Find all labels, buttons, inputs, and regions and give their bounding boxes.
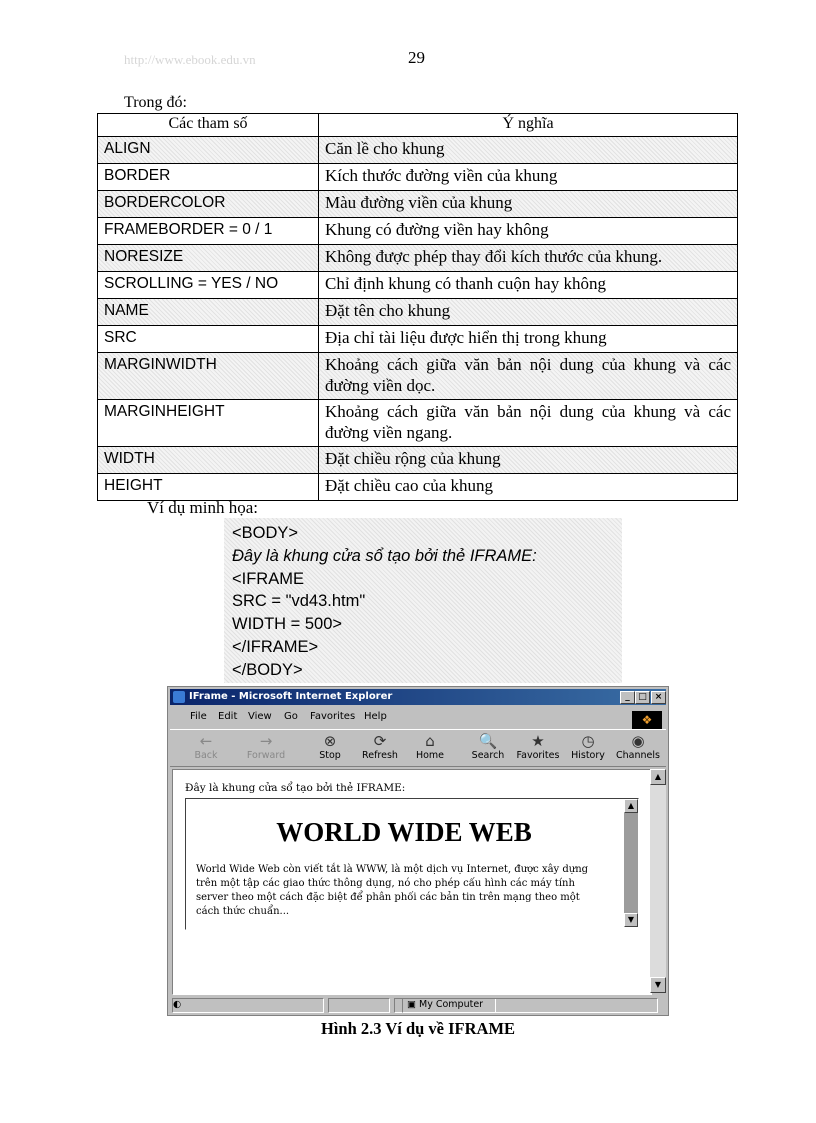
meaning-cell: Kích thước đường viền của khung — [319, 164, 738, 191]
header-meaning: Ý nghĩa — [319, 114, 738, 137]
param-cell: ALIGN — [98, 137, 319, 164]
intro-text: Trong đó: — [124, 94, 187, 111]
forward-button[interactable] — [244, 732, 288, 761]
menu-go[interactable]: Go — [284, 711, 298, 722]
param-cell: NORESIZE — [98, 245, 319, 272]
iframe-body: World Wide Web còn viết tắt là WWW, là một dịch vụ Internet, được xây dựng trên một tập các giao thức thông dụng, nó cho phép cấu hình các máy tính server theo một cách đặc biệt để phân phối các bản tin trên mạng theo một cách thức chuẩn... — [196, 864, 589, 917]
param-cell: FRAMEBORDER = 0 / 1 — [98, 218, 319, 245]
channels-label: Channels — [616, 750, 660, 761]
meaning-cell: Địa chỉ tài liệu được hiển thị trong khung — [319, 326, 738, 353]
page-status-icon: ◐ — [173, 999, 182, 1010]
back-arrow-icon: ← — [199, 732, 213, 750]
scroll-up-icon[interactable]: ▲ — [650, 769, 666, 785]
menu-file[interactable]: File — [190, 711, 207, 722]
search-icon: 🔍 — [478, 732, 498, 750]
figure-caption: Hình 2.3 Ví dụ về IFRAME — [320, 1019, 516, 1038]
windows-logo-icon: ❖ — [632, 711, 662, 729]
param-cell: HEIGHT — [98, 474, 319, 501]
toolbar — [170, 729, 666, 767]
param-cell: BORDERCOLOR — [98, 191, 319, 218]
title-bar — [170, 689, 666, 705]
table-row — [98, 299, 738, 326]
window-title: IFrame - Microsoft Internet Explorer — [189, 691, 393, 702]
meaning-cell: Màu đường viền của khung — [319, 191, 738, 218]
code-line: <IFRAME — [232, 569, 304, 588]
code-line: </IFRAME> — [232, 637, 319, 656]
channels-button[interactable] — [616, 732, 660, 761]
meaning-cell: Chỉ định khung có thanh cuộn hay không — [319, 272, 738, 299]
code-line: Đây là khung cửa sổ tạo bởi thẻ IFRAME: — [232, 546, 537, 565]
table-row — [98, 164, 738, 191]
status-bar — [170, 997, 666, 1013]
param-cell: NAME — [98, 299, 319, 326]
menu-help[interactable]: Help — [364, 711, 387, 722]
scroll-down-icon[interactable]: ▼ — [650, 977, 666, 993]
header-param: Các tham số — [98, 114, 319, 137]
table-row — [98, 191, 738, 218]
stop-icon: ⊗ — [323, 732, 337, 750]
computer-icon: ▣ — [407, 999, 416, 1010]
meaning-cell: Không được phép thay đổi kích thước của khung. — [319, 245, 738, 272]
code-example — [224, 518, 622, 683]
table-row — [98, 353, 738, 400]
scroll-down-icon[interactable]: ▼ — [624, 913, 638, 927]
table-row — [98, 326, 738, 353]
search-label: Search — [471, 750, 505, 761]
home-button[interactable] — [408, 732, 452, 761]
meaning-cell: Khung có đường viền hay không — [319, 218, 738, 245]
meaning-cell: Khoảng cách giữa văn bản nội dung của khung và các đường viền dọc. — [319, 353, 738, 400]
code-line: WIDTH = 500> — [232, 615, 343, 634]
favorites-label: Favorites — [516, 750, 560, 761]
header-url: http://www.ebook.edu.vn — [124, 52, 256, 67]
param-cell: WIDTH — [98, 447, 319, 474]
menu-bar — [170, 709, 666, 725]
page-scrollbar[interactable] — [650, 769, 666, 993]
meaning-cell: Căn lề cho khung — [319, 137, 738, 164]
back-label: Back — [194, 750, 218, 761]
browser-window — [167, 686, 669, 1016]
zone-label: My Computer — [419, 999, 484, 1010]
maximize-button[interactable]: □ — [635, 691, 650, 704]
page-number: 29 — [408, 48, 425, 67]
meaning-cell: Khoảng cách giữa văn bản nội dung của khung và các đường viền ngang. — [319, 400, 738, 447]
favorites-icon: ★ — [531, 732, 545, 750]
iframe-scrollbar[interactable] — [624, 799, 638, 927]
meaning-cell: Đặt tên cho khung — [319, 299, 738, 326]
back-button[interactable] — [184, 732, 228, 761]
code-line: <BODY> — [232, 524, 299, 542]
menu-favorites[interactable]: Favorites — [310, 711, 356, 722]
code-line: </BODY> — [232, 660, 303, 679]
stop-button[interactable] — [308, 732, 352, 761]
close-button[interactable]: × — [651, 691, 666, 704]
home-icon: ⌂ — [425, 732, 435, 750]
minimize-button[interactable]: _ — [620, 691, 635, 704]
channels-icon: ◉ — [631, 732, 645, 750]
forward-label: Forward — [246, 750, 286, 761]
table-row — [98, 218, 738, 245]
table-row — [98, 245, 738, 272]
param-cell: SCROLLING = YES / NO — [98, 272, 319, 299]
page-content — [172, 769, 652, 995]
iframe-frame — [185, 798, 639, 930]
forward-arrow-icon: → — [259, 732, 273, 750]
table-row — [98, 400, 738, 447]
home-label: Home — [415, 750, 445, 761]
table-header-row — [98, 114, 738, 137]
refresh-label: Refresh — [362, 750, 398, 761]
history-icon: ◷ — [581, 732, 595, 750]
page-text: Đây là khung cửa sổ tạo bởi thẻ IFRAME: — [185, 782, 406, 794]
scroll-up-icon[interactable]: ▲ — [624, 799, 638, 813]
param-cell: MARGINHEIGHT — [98, 400, 319, 447]
menu-view[interactable]: View — [248, 711, 272, 722]
status-panel — [328, 998, 390, 1013]
history-button[interactable] — [566, 732, 610, 761]
meaning-cell: Đặt chiều rộng của khung — [319, 447, 738, 474]
favorites-button[interactable] — [516, 732, 560, 761]
parameters-table — [97, 113, 738, 501]
table-row — [98, 137, 738, 164]
status-text — [172, 998, 324, 1013]
table-row — [98, 272, 738, 299]
example-label: Ví dụ minh họa: — [147, 498, 258, 517]
refresh-button[interactable] — [358, 732, 402, 761]
search-button[interactable] — [466, 732, 510, 761]
menu-edit[interactable]: Edit — [218, 711, 238, 722]
table-row — [98, 447, 738, 474]
history-label: History — [571, 750, 605, 761]
stop-label: Stop — [319, 750, 341, 761]
zone-indicator — [402, 998, 658, 1013]
iframe-heading: WORLD WIDE WEB — [276, 817, 532, 847]
meaning-cell: Đặt chiều cao của khung — [319, 474, 738, 501]
table-row — [98, 474, 738, 501]
param-cell: BORDER — [98, 164, 319, 191]
refresh-icon: ⟳ — [373, 732, 387, 750]
ie-icon — [173, 691, 185, 703]
code-line: SRC = "vd43.htm" — [232, 592, 366, 611]
param-cell: MARGINWIDTH — [98, 353, 319, 400]
param-cell: SRC — [98, 326, 319, 353]
